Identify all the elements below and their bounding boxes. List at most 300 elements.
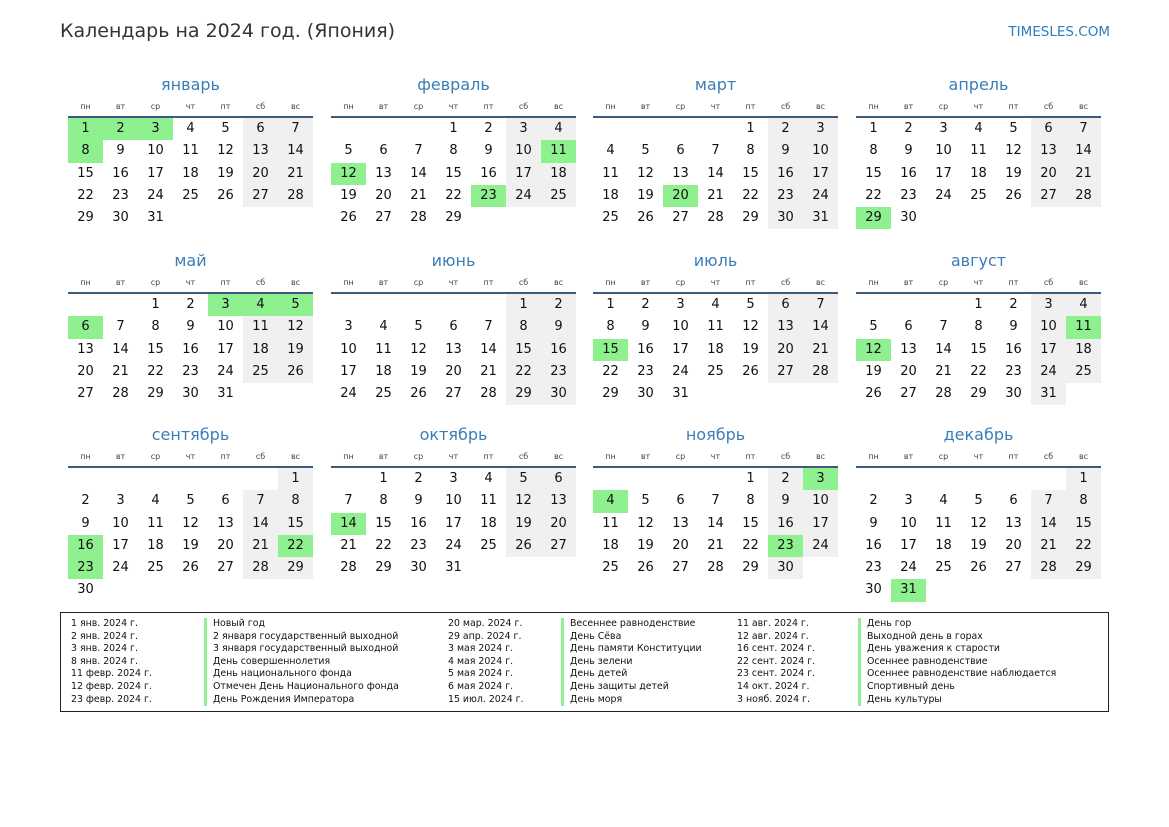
legend-date: 11 февр. 2024 г. (71, 668, 152, 680)
day-cell: 9 (1009, 319, 1018, 335)
weekday-label: сб (780, 452, 791, 461)
day-cell: 27 (445, 386, 462, 402)
day-cell: 19 (278, 339, 313, 361)
day-cell: 9 (869, 515, 878, 531)
day-cell: 12 (506, 490, 541, 512)
days-grid (856, 294, 1101, 405)
day-cell: 6 (379, 143, 388, 159)
day-cell: 2 (484, 121, 493, 136)
holiday-legend (60, 612, 1109, 712)
day-cell: 7 (1031, 490, 1066, 512)
day-cell: 3 (1031, 294, 1066, 316)
weekday-label: вс (815, 278, 826, 287)
day-cell: 31 (803, 207, 838, 229)
day-cell: 9 (116, 143, 125, 159)
month-title: февраль (417, 75, 490, 94)
day-cell: 11 (602, 165, 619, 181)
day-cell: 22 (865, 187, 882, 203)
day-cell: 7 (414, 143, 423, 159)
weekday-label: вт (115, 278, 126, 287)
empty-cell (663, 468, 698, 490)
day-cell: 17 (803, 163, 838, 185)
legend-holiday-name: День Сёва (561, 631, 702, 644)
day-cell: 4 (711, 297, 720, 312)
days-grid (331, 468, 576, 579)
day-cell: 19 (410, 363, 427, 379)
weekday-label: ср (675, 102, 686, 111)
day-cell: 20 (77, 363, 94, 379)
weekday-label: сб (1043, 102, 1054, 111)
day-cell: 13 (445, 341, 462, 357)
day-cell: 10 (340, 341, 357, 357)
weekday-label: пт (220, 452, 231, 461)
day-cell: 4 (1066, 294, 1101, 316)
empty-cell (663, 118, 698, 140)
day-cell: 10 (506, 140, 541, 162)
day-cell: 19 (742, 341, 759, 357)
day-cell: 13 (672, 515, 689, 531)
legend-holiday-name: 2 января государственный выходной (204, 631, 399, 644)
day-cell: 21 (243, 535, 278, 557)
day-cell: 5 (869, 319, 878, 335)
empty-cell (331, 468, 366, 490)
day-cell: 15 (865, 165, 882, 181)
weekday-label: вт (378, 102, 389, 111)
day-cell: 11 (375, 341, 392, 357)
legend-holiday-name: День совершеннолетия (204, 656, 399, 669)
weekday-label: чт (973, 102, 984, 111)
empty-cell (891, 294, 926, 316)
holiday-day-cell: 6 (68, 316, 103, 338)
day-cell: 14 (1066, 140, 1101, 162)
weekday-header (856, 448, 1101, 468)
weekday-label: сб (518, 452, 529, 461)
day-cell: 24 (900, 560, 917, 576)
day-cell: 30 (410, 560, 427, 576)
day-cell: 25 (375, 386, 392, 402)
weekday-label: вс (815, 452, 826, 461)
day-cell: 22 (375, 537, 392, 553)
days-grid (593, 294, 838, 405)
day-cell: 12 (182, 515, 199, 531)
month-title: июль (693, 251, 738, 270)
holiday-day-cell: 3 (138, 118, 173, 140)
days-grid (856, 118, 1101, 229)
day-cell: 20 (1031, 163, 1066, 185)
day-cell: 6 (1009, 493, 1018, 509)
day-cell: 26 (410, 386, 427, 402)
day-cell: 8 (1066, 490, 1101, 512)
day-cell: 10 (445, 493, 462, 509)
weekday-label: чт (185, 452, 196, 461)
day-cell: 9 (768, 490, 803, 512)
legend-names-column (561, 618, 702, 706)
day-cell: 2 (186, 297, 195, 312)
weekday-label: чт (973, 278, 984, 287)
empty-cell (173, 468, 208, 490)
day-cell: 28 (112, 386, 129, 402)
weekday-label: пт (483, 102, 494, 111)
day-cell: 9 (81, 515, 90, 531)
weekday-label: пт (1008, 452, 1019, 461)
day-cell: 14 (243, 513, 278, 535)
day-cell: 25 (602, 560, 619, 576)
day-cell: 12 (217, 143, 234, 159)
page-title: Календарь на 2024 год. (Япония) (60, 20, 396, 42)
weekday-label: пн (343, 452, 354, 461)
holiday-day-cell: 12 (331, 163, 366, 185)
day-cell: 20 (672, 537, 689, 553)
weekday-header (856, 274, 1101, 294)
day-cell: 3 (449, 471, 458, 486)
month-9 (331, 422, 576, 579)
day-cell: 21 (480, 363, 497, 379)
day-cell: 22 (445, 187, 462, 203)
day-cell: 5 (186, 493, 195, 509)
empty-cell (856, 294, 891, 316)
day-cell: 21 (410, 187, 427, 203)
day-cell: 24 (803, 535, 838, 557)
day-cell: 17 (935, 165, 952, 181)
day-cell: 7 (484, 319, 493, 335)
day-cell: 4 (186, 121, 195, 136)
legend-names-column (858, 618, 1056, 706)
weekday-label: пн (80, 102, 91, 111)
weekday-label: вс (1078, 102, 1089, 111)
day-cell: 7 (803, 294, 838, 316)
legend-holiday-name: День зелени (561, 656, 702, 669)
day-cell: 15 (77, 165, 94, 181)
day-cell: 10 (803, 140, 838, 162)
holiday-day-cell: 2 (103, 118, 138, 140)
weekday-label: пн (868, 278, 879, 287)
day-cell: 29 (147, 386, 164, 402)
day-cell: 31 (445, 560, 462, 576)
day-cell: 15 (278, 513, 313, 535)
month-7 (856, 248, 1101, 405)
day-cell: 14 (112, 341, 129, 357)
day-cell: 31 (1031, 383, 1066, 405)
day-cell: 23 (865, 560, 882, 576)
weekday-label: пн (868, 452, 879, 461)
legend-holiday-name: День детей (561, 668, 702, 681)
day-cell: 12 (410, 341, 427, 357)
day-cell: 17 (147, 165, 164, 181)
day-cell: 5 (641, 493, 650, 509)
day-cell: 16 (865, 537, 882, 553)
weekday-label: пн (605, 102, 616, 111)
empty-cell (628, 468, 663, 490)
day-cell: 18 (182, 165, 199, 181)
empty-cell (471, 294, 506, 316)
day-cell: 13 (672, 165, 689, 181)
empty-cell (401, 118, 436, 140)
day-cell: 17 (900, 537, 917, 553)
day-cell: 13 (768, 316, 803, 338)
day-cell: 18 (602, 537, 619, 553)
empty-cell (138, 468, 173, 490)
weekday-header (593, 448, 838, 468)
month-title: август (950, 251, 1007, 270)
month-title: апрель (948, 75, 1009, 94)
day-cell: 26 (1005, 187, 1022, 203)
legend-date: 29 апр. 2024 г. (448, 630, 522, 642)
day-cell: 21 (707, 537, 724, 553)
day-cell: 1 (974, 297, 983, 312)
day-cell: 11 (970, 143, 987, 159)
weekday-label: чт (710, 102, 721, 111)
day-cell: 19 (182, 537, 199, 553)
day-cell: 29 (742, 560, 759, 576)
empty-cell (698, 468, 733, 490)
day-cell: 18 (541, 163, 576, 185)
empty-cell (926, 468, 961, 490)
day-cell: 5 (414, 319, 423, 335)
day-cell: 19 (1005, 165, 1022, 181)
day-cell: 2 (541, 294, 576, 316)
weekday-label: пн (605, 278, 616, 287)
day-cell: 2 (641, 297, 650, 312)
day-cell: 10 (900, 515, 917, 531)
empty-cell (103, 468, 138, 490)
days-grid (856, 468, 1101, 602)
weekday-label: пт (220, 102, 231, 111)
day-cell: 1 (506, 294, 541, 316)
day-cell: 19 (637, 187, 654, 203)
day-cell: 25 (707, 363, 724, 379)
day-cell: 24 (672, 363, 689, 379)
day-cell: 1 (151, 297, 160, 312)
day-cell: 18 (602, 187, 619, 203)
day-cell: 24 (147, 187, 164, 203)
legend-date: 3 мая 2024 г. (448, 643, 514, 655)
day-cell: 30 (541, 383, 576, 405)
day-cell: 4 (939, 493, 948, 509)
empty-cell (103, 294, 138, 316)
empty-cell (436, 294, 471, 316)
day-cell: 15 (970, 341, 987, 357)
day-cell: 17 (672, 341, 689, 357)
day-cell: 23 (900, 187, 917, 203)
weekday-label: чт (185, 102, 196, 111)
weekday-label: вс (553, 452, 564, 461)
day-cell: 12 (637, 515, 654, 531)
empty-cell (68, 468, 103, 490)
day-cell: 6 (1031, 118, 1066, 140)
weekday-label: пт (483, 452, 494, 461)
day-cell: 15 (742, 165, 759, 181)
weekday-label: ср (150, 452, 161, 461)
day-cell: 28 (803, 361, 838, 383)
day-cell: 26 (340, 210, 357, 226)
day-cell: 16 (112, 165, 129, 181)
day-cell: 8 (746, 143, 755, 159)
legend-date: 20 мар. 2024 г. (448, 618, 523, 629)
day-cell: 17 (445, 515, 462, 531)
day-cell: 19 (865, 363, 882, 379)
day-cell: 2 (869, 493, 878, 509)
weekday-label: пн (868, 102, 879, 111)
day-cell: 27 (541, 535, 576, 557)
legend-holiday-name: День моря (561, 694, 702, 707)
day-cell: 1 (869, 121, 878, 136)
day-cell: 24 (445, 537, 462, 553)
day-cell: 14 (707, 515, 724, 531)
month-title: декабрь (943, 425, 1014, 444)
day-cell: 30 (112, 210, 129, 226)
day-cell: 18 (1066, 339, 1101, 361)
holiday-day-cell: 31 (891, 579, 926, 601)
day-cell: 24 (506, 185, 541, 207)
weekday-label: вт (640, 102, 651, 111)
day-cell: 25 (480, 537, 497, 553)
weekday-header (593, 98, 838, 118)
days-grid (331, 118, 576, 229)
empty-cell (331, 294, 366, 316)
day-cell: 14 (480, 341, 497, 357)
day-cell: 23 (541, 361, 576, 383)
day-cell: 12 (742, 319, 759, 335)
day-cell: 25 (970, 187, 987, 203)
legend-dates-column (71, 618, 152, 706)
day-cell: 9 (186, 319, 195, 335)
day-cell: 23 (768, 185, 803, 207)
legend-holiday-name: Новый год (204, 618, 399, 631)
day-cell: 9 (414, 493, 423, 509)
day-cell: 13 (1005, 515, 1022, 531)
day-cell: 18 (707, 341, 724, 357)
day-cell: 26 (182, 560, 199, 576)
legend-date: 8 янв. 2024 г. (71, 655, 138, 667)
weekday-header (331, 98, 576, 118)
legend-date: 5 мая 2024 г. (448, 668, 514, 680)
weekday-header (593, 274, 838, 294)
day-cell: 15 (506, 339, 541, 361)
day-cell: 11 (147, 515, 164, 531)
day-cell: 17 (1031, 339, 1066, 361)
day-cell: 25 (182, 187, 199, 203)
day-cell: 10 (1031, 316, 1066, 338)
empty-cell (593, 118, 628, 140)
day-cell: 19 (340, 187, 357, 203)
month-0 (68, 72, 313, 229)
weekday-label: пн (343, 102, 354, 111)
day-cell: 14 (278, 140, 313, 162)
day-cell: 25 (541, 185, 576, 207)
day-cell: 22 (742, 537, 759, 553)
weekday-label: вс (553, 278, 564, 287)
day-cell: 27 (672, 560, 689, 576)
day-cell: 21 (803, 339, 838, 361)
day-cell: 14 (707, 165, 724, 181)
days-grid (593, 468, 838, 579)
day-cell: 26 (637, 560, 654, 576)
day-cell: 4 (379, 319, 388, 335)
weekday-label: чт (710, 278, 721, 287)
day-cell: 15 (742, 515, 759, 531)
empty-cell (331, 118, 366, 140)
day-cell: 26 (742, 363, 759, 379)
day-cell: 17 (112, 537, 129, 553)
day-cell: 1 (278, 468, 313, 490)
day-cell: 19 (506, 513, 541, 535)
day-cell: 8 (606, 319, 615, 335)
legend-holiday-name: 3 января государственный выходной (204, 643, 399, 656)
month-10 (593, 422, 838, 579)
weekday-label: сб (255, 278, 266, 287)
day-cell: 12 (637, 165, 654, 181)
day-cell: 8 (449, 143, 458, 159)
legend-date: 6 мая 2024 г. (448, 680, 514, 692)
legend-date: 4 мая 2024 г. (448, 655, 514, 667)
day-cell: 20 (375, 187, 392, 203)
day-cell: 15 (147, 341, 164, 357)
holiday-day-cell: 23 (768, 535, 803, 557)
day-cell: 16 (410, 515, 427, 531)
legend-date: 11 авг. 2024 г. (737, 618, 809, 629)
day-cell: 1 (606, 297, 615, 312)
day-cell: 19 (637, 537, 654, 553)
empty-cell (366, 294, 401, 316)
day-cell: 29 (1066, 557, 1101, 579)
day-cell: 30 (768, 557, 803, 579)
day-cell: 6 (904, 319, 913, 335)
day-cell: 3 (116, 493, 125, 509)
day-cell: 29 (77, 210, 94, 226)
day-cell: 27 (375, 210, 392, 226)
day-cell: 18 (935, 537, 952, 553)
day-cell: 8 (974, 319, 983, 335)
weekday-label: вт (378, 278, 389, 287)
brand-link[interactable]: TIMESLES.COM (1008, 24, 1110, 40)
weekday-label: сб (255, 452, 266, 461)
day-cell: 20 (900, 363, 917, 379)
weekday-label: пн (343, 278, 354, 287)
day-cell: 27 (1031, 185, 1066, 207)
day-cell: 26 (506, 535, 541, 557)
day-cell: 25 (147, 560, 164, 576)
day-cell: 20 (768, 339, 803, 361)
weekday-label: ср (413, 278, 424, 287)
holiday-day-cell: 22 (278, 535, 313, 557)
day-cell: 10 (112, 515, 129, 531)
month-6 (593, 248, 838, 405)
holiday-day-cell: 4 (243, 294, 278, 316)
day-cell: 11 (243, 316, 278, 338)
day-cell: 25 (602, 210, 619, 226)
day-cell: 27 (768, 361, 803, 383)
day-cell: 31 (217, 386, 234, 402)
weekday-label: вс (815, 102, 826, 111)
day-cell: 5 (641, 143, 650, 159)
empty-cell (68, 294, 103, 316)
day-cell: 5 (221, 121, 230, 136)
day-cell: 14 (1031, 513, 1066, 535)
holiday-day-cell: 8 (68, 140, 103, 162)
day-cell: 26 (217, 187, 234, 203)
day-cell: 8 (746, 493, 755, 509)
day-cell: 30 (637, 386, 654, 402)
legend-date: 12 февр. 2024 г. (71, 680, 152, 692)
day-cell: 20 (445, 363, 462, 379)
weekday-label: сб (518, 102, 529, 111)
day-cell: 16 (637, 341, 654, 357)
day-cell: 22 (602, 363, 619, 379)
weekday-label: ср (938, 452, 949, 461)
day-cell: 21 (707, 187, 724, 203)
legend-holiday-name: Весеннее равноденствие (561, 618, 702, 631)
day-cell: 22 (742, 187, 759, 203)
